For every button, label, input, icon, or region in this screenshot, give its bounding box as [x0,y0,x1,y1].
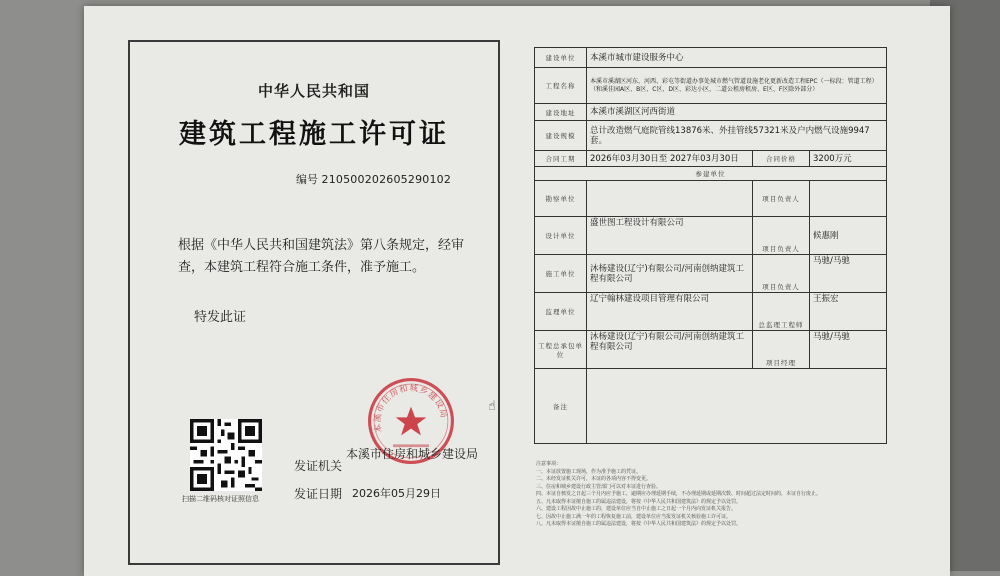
participant-role: 工程总承包单位 [535,331,587,369]
note-item: 五、凡未取得本证擅自施工的属违法建设，将按《中华人民共和国建筑法》的规定予以处罚。 [536,498,742,505]
remarks-value [587,369,887,444]
participant-person-label: 项目负责人 [753,255,810,293]
participant-person-label: 项目经理 [753,331,810,369]
participant-person: 马驰/马驰 [810,255,887,293]
table-row [535,369,887,444]
participant-role: 勘察单位 [535,181,587,217]
permit-title: 建筑工程施工许可证 [179,119,449,150]
participant-person-label: 总监理工程师 [753,293,810,331]
participant-company: 沐杨建设(辽宁)有限公司/河南创纳建筑工程有限公司 [587,255,753,293]
note-item: 三、住房和城乡建设行政主管部门可以对本证进行查验。 [536,483,662,490]
seal-lettering: 本溪市住房和城乡建设局 [373,383,449,434]
table-row [535,68,887,104]
note-item: 一、本证放置施工现场，作为准予施工的凭证。 [536,468,642,475]
participant-company: 辽宁翰林建设项目管理有限公司 [587,293,753,331]
participant-person-label: 项目负责人 [753,181,810,217]
table-row [535,121,887,151]
special-issue-text: 特发此证 [194,310,247,325]
participant-person: 候惠刚 [810,217,887,255]
issue-date-label: 发证日期 [294,487,343,501]
qr-caption: 扫描二维码核对证照信息 [182,495,259,503]
participant-company: 盛世图工程设计有限公司 [587,217,753,255]
note-item: 二、未经发证机关许可，本证的各项内容不得变更。 [536,476,652,482]
remarks-label: 备注 [535,369,587,444]
participant-company [587,181,753,217]
table-row [535,331,887,369]
note-item: 四、本证自核发之日起三个月内应予施工，逾期应办理延期手续，不办理延期或延期次数、时间超过法定时间的，本证自行废止。 [536,491,822,497]
hand-cursor-icon: ☝ [488,399,496,414]
participant-role: 监理单位 [535,293,587,331]
issuer-label: 发证机关 [294,459,343,473]
notes-section [536,461,888,529]
project-info-table [534,47,887,167]
table-row [535,104,887,121]
participant-role: 设计单位 [535,217,587,255]
note-item: 六、建设工程因故中止施工的，建设单位应当自中止施工之日起一个月内向发证机关报告。 [536,506,737,512]
table-row [535,48,887,68]
participant-role: 施工单位 [535,255,587,293]
table-row [535,151,887,167]
issue-date-value: 2026年05月29日 [352,487,441,500]
address-value: 本溪市溪湖区河西街道 [587,104,887,121]
period-value: 2026年03月30日至 2027年03月30日 [587,151,753,167]
issuer-value: 本溪市住房和城乡建设局 [346,447,479,461]
builder-label: 建设单位 [535,48,587,68]
table-row [535,293,887,331]
scale-label: 建设规模 [535,121,587,151]
participant-company: 沐杨建设(辽宁)有限公司/河南创纳建筑工程有限公司 [587,331,753,369]
permit-number-label: 编号 [296,173,318,186]
permit-statement: 根据《中华人民共和国建筑法》第八条规定，经审查，本建筑工程符合施工条件，准予施工。 [178,238,465,275]
address-label: 建设地址 [535,104,587,121]
table-row [535,255,887,293]
scale-value: 总计改造燃气庭院管线13876米、外挂管线57321米及户内燃气设施9947套。 [587,121,887,151]
country-heading: 中华人民共和国 [257,82,370,100]
note-item: 七、因故中止施工满一年的工程恢复施工前，建设单位应当报发证机关核验施工许可证。 [536,513,732,520]
price-value: 3200万元 [810,151,887,167]
project-name-value: 本溪市溪湖区河东、河西、彩屯等街道办事处城市燃气管道设施老化更新改造工程EPC（一标段：管道工程）（和溪佳园A区、B区、C区、D区、彩达小区、二道公租房租房、E区、F区除外部分） [587,68,887,104]
permit-number [296,171,451,187]
builder-value: 本溪市城市建设服务中心 [587,48,887,68]
qr-code-icon[interactable] [190,419,262,491]
notes-title: 注意事项： [536,461,562,467]
participant-person: 马驰/马驰 [810,331,887,369]
participants-header: 参建单位 [535,167,887,181]
table-row [535,167,887,181]
project-name-label: 工程名称 [535,68,587,104]
price-label: 合同价格 [753,151,810,167]
participant-person [810,181,887,217]
table-row [535,217,887,255]
participants-table [534,166,887,444]
participant-person-label: 项目负责人 [753,217,810,255]
period-label: 合同工期 [535,151,587,167]
participant-person: 王振宏 [810,293,887,331]
permit-number-value: 210500202605290102 [321,173,452,186]
permit-right-page [534,47,886,455]
table-row [535,181,887,217]
note-item: 八、凡未取得本证擅自施工的属违法建设，将按《中华人民共和国建筑法》的规定予以处罚。 [536,521,742,527]
permit-left-page [128,40,500,565]
